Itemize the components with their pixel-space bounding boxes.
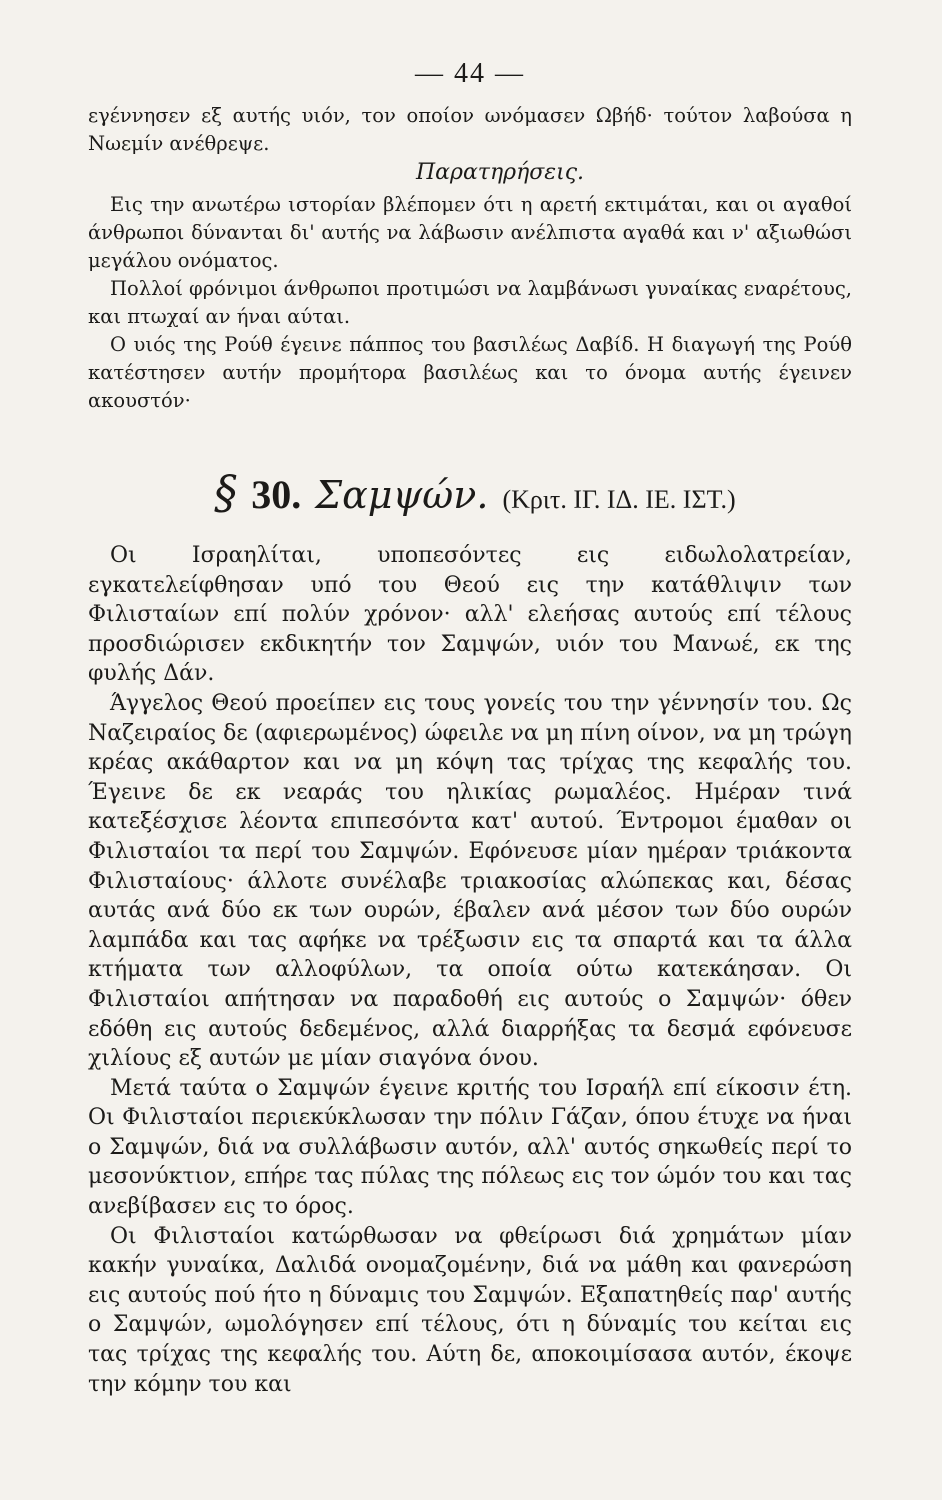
section-reference: (Κριτ. ΙΓ. ΙΔ. ΙΕ. ΙΣΤ.) [502, 485, 736, 514]
observations-heading: Παρατηρήσεις. [415, 160, 585, 185]
section-symbol: § [214, 465, 238, 519]
observation-paragraph: Ο υιός της Ρούθ έγεινε πάππος του βασιλέως Δαβίδ. Η διαγωγή της Ρούθ κατέστησεν αυτήν προμήτορα βασιλέως και το όνομα αυτής έγεινεν ακουστόν· [88, 333, 852, 412]
samson-section [88, 541, 852, 1399]
intro-paragraph: εγέννησεν εξ αυτής υιόν, τον οποίον ωνόμασεν Ωβήδ· τούτον λαβούσα η Νωεμίν ανέθρεψε. [88, 104, 852, 155]
ruth-section-end [88, 102, 852, 415]
section-paragraph: Οι Φιλισταίοι κατώρθωσαν να φθείρωσι διά χρημάτων μίαν κακήν γυναίκα, Δαλιδά ονομαζομένην, διά να μάθη και φανερώση εις αυτούς πού ήτο η δύναμις του Σαμψών. Εξαπατηθείς παρ' αυτής ο Σαμψών, ωμολόγησεν επί τέλους, ότι η δύναμίς του κείται εις τας τρίχας της κεφαλής του. Αύτη δε, αποκοιμίσασα αυτόν, έκοψε την κόμην του και [88, 1223, 852, 1397]
observation-paragraph: Εις την ανωτέρω ιστορίαν βλέπομεν ότι η αρετή εκτιμάται, και οι αγαθοί άνθρωποι δύνανται δι' αυτής να λάβωσιν ανέλπιστα αγαθά και ν' αξιωθώσι μεγάλου ονόματος. [88, 193, 852, 272]
section-paragraph: Οι Ισραηλίται, υποπεσόντες εις ειδωλολατρείαν, εγκατελείφθησαν υπό του Θεού εις την κατάθλιψιν των Φιλισταίων επί πολύν χρόνον· αλλ' ελεήσας αυτούς επί τέλους προσδιώρισεν εκδικητήν τον Σαμψών, υιόν του Μανωέ, εκ της φυλής Δάν. [88, 543, 852, 687]
observation-paragraph: Πολλοί φρόνιμοι άνθρωποι προτιμώσι να λαμβάνωσι γυναίκας εναρέτους, και πτωχαί αν ήναι αύται. [88, 277, 852, 328]
section-number: 30. [251, 472, 302, 517]
page-number: — 44 — [415, 58, 525, 89]
section-paragraph: Άγγελος Θεού προείπεν εις τους γονείς του την γέννησίν του. Ως Ναζειραίος δε (αφιερωμένος) ώφειλε να μη πίνη οίνον, να μη τρώγη κρέας ακάθαρτον και να μη κόψη τας τρίχας της κεφαλής του. Έγεινε δε εκ νεαράς του ηλικίας ρωμαλέος. Ημέραν τινά κατεξέσχισε λέοντα επιπεσόντα κατ' αυτού. Έντρομοι έμαθαν οι Φιλισταίοι τα περί του Σαμψών. Εφόνευσε μίαν ημέραν τριάκοντα Φιλισταίους· άλλοτε συνέλαβε τριακοσίας αλώπεκας και, δέσας αυτάς ανά δύο εκ των ουρών, έβαλεν ανά μέσον των δύο ουρών λαμπάδα και τας αφήκε να τρέξωσιν εις τα σπαρτά και τα άλλα κτήματα των αλλοφύλων, τα οποία ούτω κατεκάησαν. Οι Φιλισταίοι απήτησαν να παραδοθή εις αυτούς ο Σαμψών· όθεν εδόθη εις αυτούς δεδεμένος, αλλά διαρρήξας τα δεσμά εφόνευσε χιλίους εξ αυτών με μίαν σιαγόνα όνου. [88, 690, 852, 1072]
section-title: Σαμψών. [315, 473, 489, 517]
section-heading [88, 465, 852, 519]
section-paragraph: Μετά ταύτα ο Σαμψών έγεινε κριτής του Ισραήλ επί είκοσιν έτη. Οι Φιλισταίοι περιεκύκλωσαν την πόλιν Γάζαν, όπου έτυχε να ήναι ο Σαμψών, διά να συλλάβωσιν αυτόν, αλλ' αυτός σηκωθείς περί το μεσονύκτιον, επήρε τας πύλας της πόλεως εις τον ώμόν του και τας ανεβίβασεν εις το όρος. [88, 1075, 852, 1220]
